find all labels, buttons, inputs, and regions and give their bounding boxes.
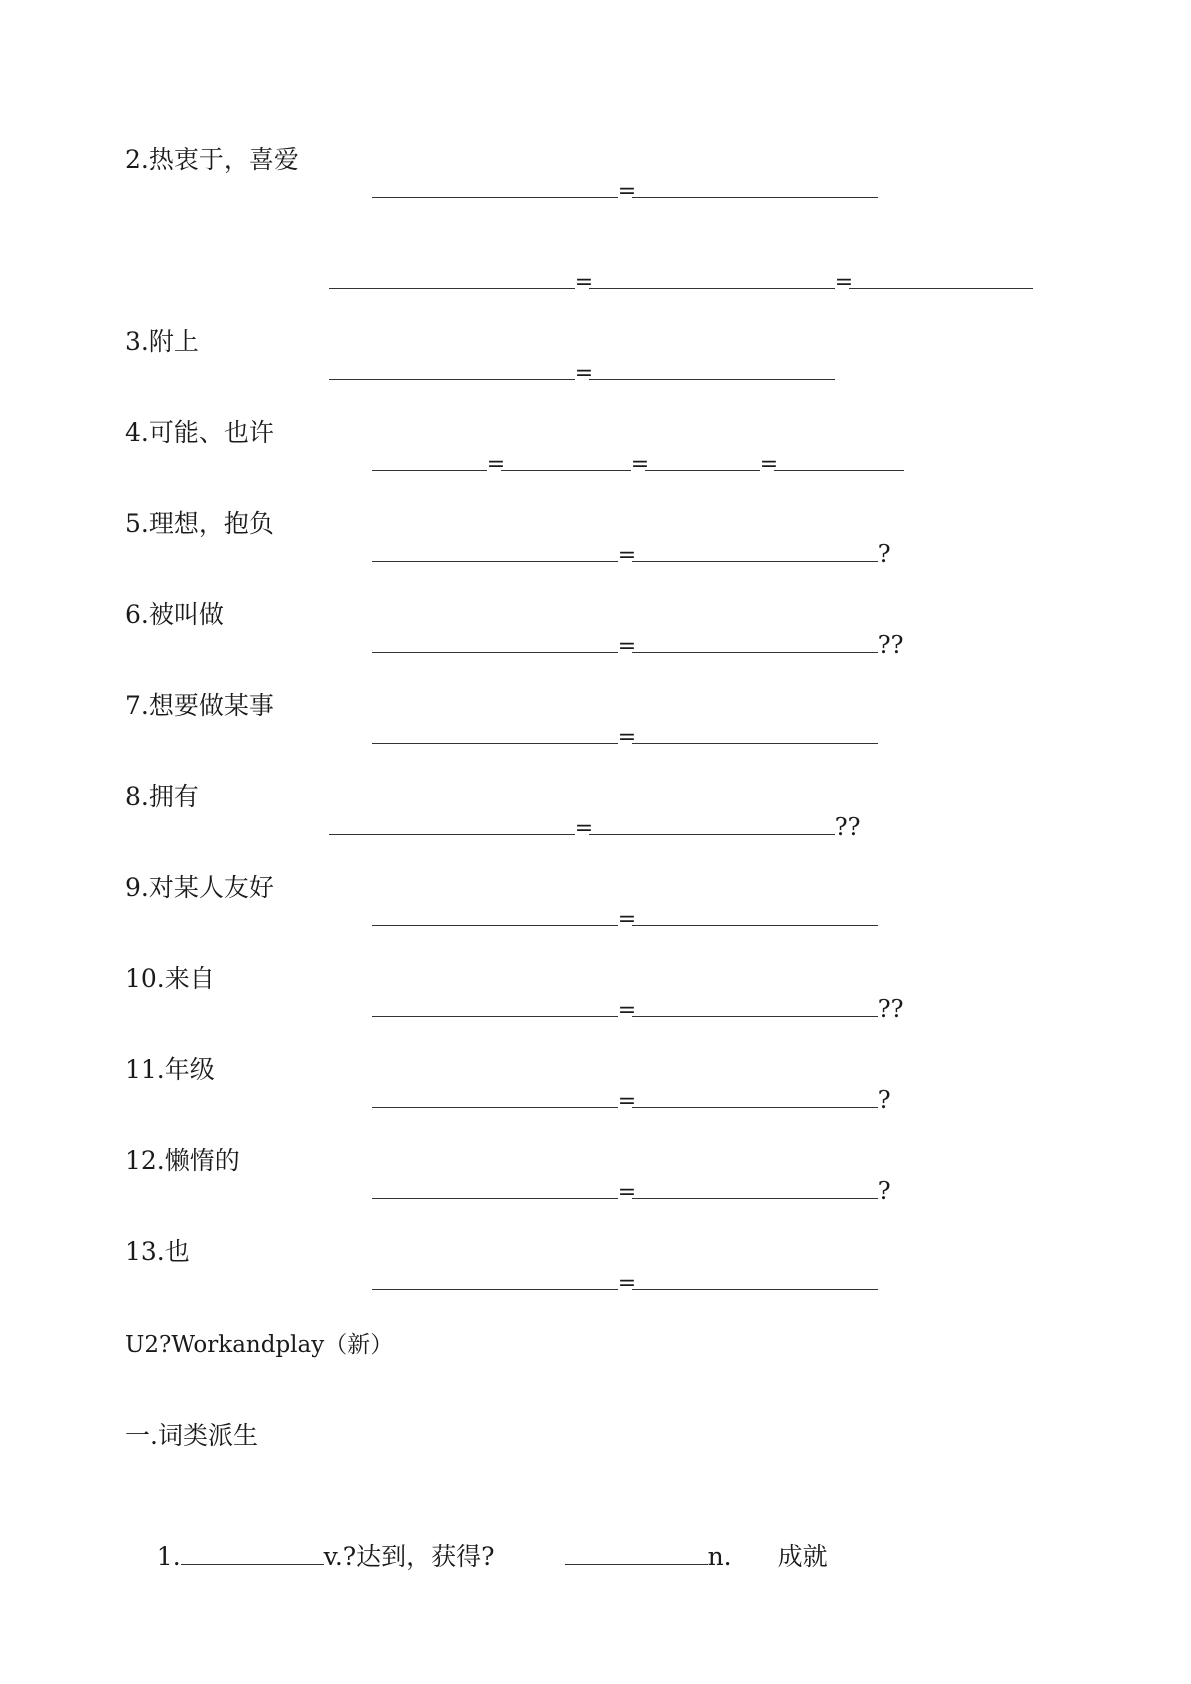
question-number: 1.: [156, 1542, 181, 1571]
item-label: 8.拥有: [125, 782, 199, 811]
item-tail-mark: ?: [877, 1177, 891, 1205]
equals-sign: =: [617, 1180, 637, 1205]
answer-blank[interactable]: [632, 630, 878, 653]
part-of-speech-verb: v.?达到，获得?: [323, 1542, 495, 1571]
answer-blank[interactable]: [632, 903, 878, 926]
equals-sign: =: [759, 452, 779, 477]
question-row: [125, 1512, 828, 1602]
answer-blank[interactable]: [589, 357, 835, 380]
answer-blank[interactable]: [774, 448, 904, 471]
answer-blank[interactable]: [632, 994, 878, 1017]
fill-row: [340, 964, 904, 1056]
section-title: 一.词类派生: [125, 1421, 258, 1450]
fill-row: [340, 691, 878, 783]
item-label: 9.对某人友好: [125, 873, 274, 902]
equals-sign: =: [617, 998, 637, 1023]
fill-row: [340, 873, 878, 965]
answer-blank[interactable]: [632, 1267, 878, 1290]
equals-sign: =: [574, 270, 594, 295]
item-label: 4.可能、也许: [125, 418, 274, 447]
equals-sign: =: [617, 179, 637, 204]
answer-blank[interactable]: [565, 1542, 708, 1565]
unit-title: U2?Workandplay（新）: [125, 1332, 394, 1358]
answer-blank[interactable]: [632, 175, 878, 198]
answer-blank[interactable]: [372, 539, 618, 562]
equals-sign: =: [617, 634, 637, 659]
equals-sign: =: [617, 1089, 637, 1114]
fill-row: [340, 1146, 891, 1238]
answer-blank[interactable]: [372, 994, 618, 1017]
item-tail-mark: ?: [877, 1086, 891, 1114]
item-label: 12.懒惰的: [125, 1146, 240, 1175]
equals-sign: =: [630, 452, 650, 477]
answer-blank[interactable]: [329, 812, 575, 835]
item-label: 7.想要做某事: [125, 691, 274, 720]
answer-blank[interactable]: [329, 266, 575, 289]
equals-sign: =: [486, 452, 506, 477]
item-tail-mark: ??: [834, 813, 861, 841]
fill-row: [297, 236, 1033, 328]
fill-row: [340, 509, 891, 601]
answer-blank[interactable]: [849, 266, 1033, 289]
answer-blank[interactable]: [632, 1176, 878, 1199]
fill-row: [340, 145, 878, 237]
answer-blank[interactable]: [372, 175, 618, 198]
answer-blank[interactable]: [329, 357, 575, 380]
answer-blank[interactable]: [181, 1542, 324, 1565]
item-label: 3.附上: [125, 327, 199, 356]
answer-blank[interactable]: [372, 903, 618, 926]
equals-sign: =: [834, 270, 854, 295]
answer-blank[interactable]: [501, 448, 631, 471]
equals-sign: =: [617, 543, 637, 568]
fill-row: [340, 1055, 891, 1147]
equals-sign: =: [574, 361, 594, 386]
item-label: 6.被叫做: [125, 600, 224, 629]
item-tail-mark: ??: [877, 995, 904, 1023]
item-tail-mark: ??: [877, 631, 904, 659]
fill-row: [340, 418, 904, 510]
answer-blank[interactable]: [372, 721, 618, 744]
answer-blank[interactable]: [632, 1085, 878, 1108]
word-meaning: 成就: [777, 1542, 828, 1571]
item-tail-mark: ?: [877, 540, 891, 568]
item-label: 13.也: [125, 1237, 190, 1266]
item-label: 10.来自: [125, 964, 215, 993]
answer-blank[interactable]: [589, 812, 835, 835]
fill-row: [297, 327, 835, 419]
answer-blank[interactable]: [372, 630, 618, 653]
answer-blank[interactable]: [372, 1176, 618, 1199]
answer-blank[interactable]: [589, 266, 835, 289]
item-label: 11.年级: [125, 1055, 215, 1084]
equals-sign: =: [617, 1271, 637, 1296]
fill-row: [297, 782, 861, 874]
answer-blank[interactable]: [372, 1085, 618, 1108]
item-label: 2.热衷于，喜爱: [125, 145, 299, 174]
fill-row: [340, 1237, 878, 1329]
part-of-speech-noun: n.: [707, 1542, 732, 1571]
equals-sign: =: [617, 907, 637, 932]
item-label: 5.理想，抱负: [125, 509, 274, 538]
answer-blank[interactable]: [632, 721, 878, 744]
equals-sign: =: [617, 725, 637, 750]
answer-blank[interactable]: [372, 1267, 618, 1290]
fill-row: [340, 600, 904, 692]
answer-blank[interactable]: [372, 448, 487, 471]
answer-blank[interactable]: [632, 539, 878, 562]
answer-blank[interactable]: [645, 448, 760, 471]
equals-sign: =: [574, 816, 594, 841]
